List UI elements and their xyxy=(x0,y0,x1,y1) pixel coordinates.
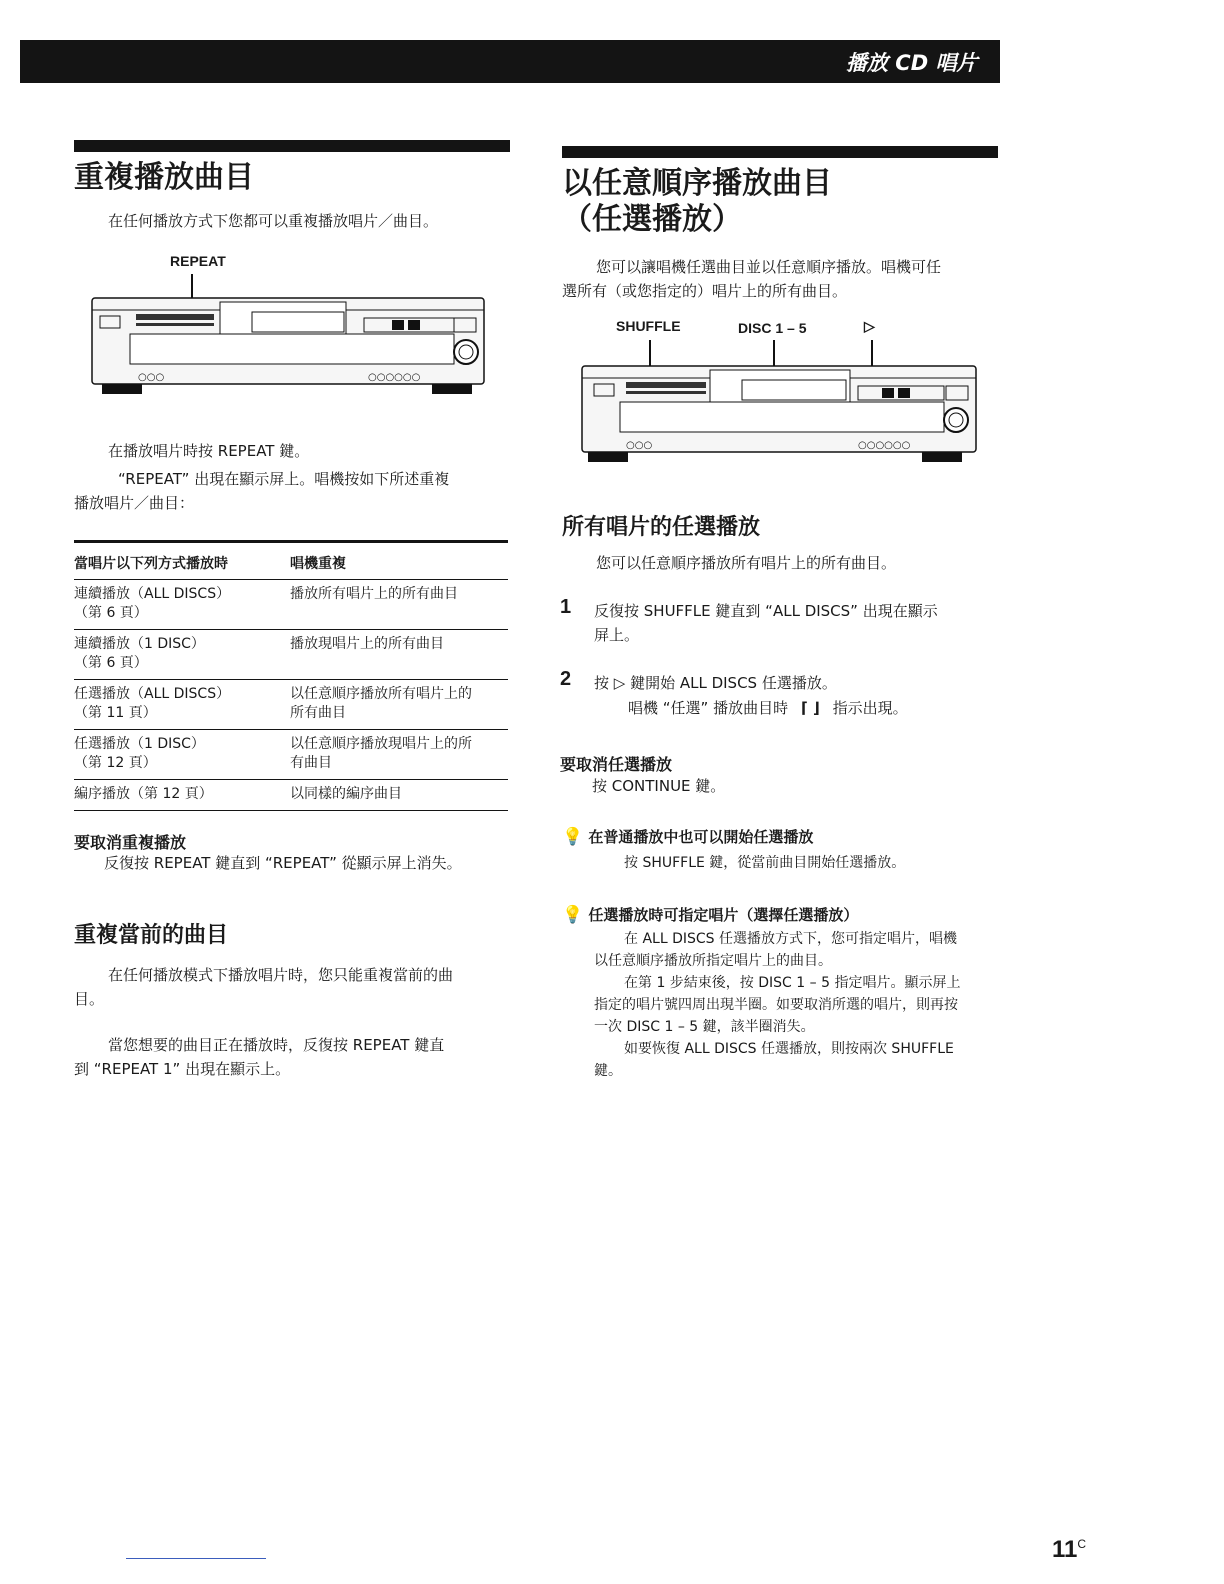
cd-player-illustration xyxy=(86,272,492,414)
shuffle-button-label: SHUFFLE xyxy=(616,318,681,334)
step2-number: 2 xyxy=(560,668,572,690)
tip2-title: 任選播放時可指定唱片（選擇任選播放） xyxy=(588,906,859,924)
table-cell: （第 6 頁） xyxy=(74,655,148,671)
repeat-current-para1-line1: 在任何播放模式下播放唱片時，您只能重複當前的曲 xyxy=(108,966,454,984)
tip1-title: 在普通播放中也可以開始任選播放 xyxy=(588,828,814,846)
all-discs-shuffle-title: 所有唱片的任選播放 xyxy=(562,515,761,540)
cancel-shuffle-title: 要取消任選播放 xyxy=(560,755,673,774)
shuffle-intro-line2: 選所有（或您指定的）唱片上的所有曲目。 xyxy=(562,282,848,300)
svg-text:○○○○○○: ○○○○○○ xyxy=(858,440,911,451)
shuffle-title-line1: 以任意順序播放曲目 xyxy=(562,166,832,201)
cancel-repeat-title: 要取消重複播放 xyxy=(74,833,187,852)
cancel-repeat-text: 反復按 REPEAT 鍵直到 “REPEAT” 從顯示屏上消失。 xyxy=(104,854,462,872)
left-section-rule xyxy=(74,140,510,152)
table-cell: 任選播放（ALL DISCS） xyxy=(74,686,231,702)
tip2-line3: 在第 1 步結束後，按 DISC 1 – 5 指定唱片。顯示屏上 xyxy=(624,975,961,991)
tip2-line1: 在 ALL DISCS 任選播放方式下，您可指定唱片，唱機 xyxy=(624,931,957,947)
table-cell: （第 12 頁） xyxy=(74,755,157,771)
table-row xyxy=(74,580,508,630)
repeat-current-para1-line2: 目。 xyxy=(74,990,105,1008)
repeat-current-para2-line2: 到 “REPEAT 1” 出現在顯示上。 xyxy=(74,1060,291,1078)
table-row xyxy=(74,680,508,730)
repeat-current-title: 重複當前的曲目 xyxy=(74,923,229,948)
page-number xyxy=(1052,1536,1086,1564)
table-cell: 以任意順序播放現唱片上的所 xyxy=(290,736,472,752)
page-number-suffix: C xyxy=(1077,1537,1087,1551)
table-cell: 播放現唱片上的所有曲目 xyxy=(290,636,444,652)
tip2-heading xyxy=(562,904,858,925)
table-cell: （第 11 頁） xyxy=(74,705,157,721)
table-row xyxy=(74,780,508,811)
repeat-button-label: REPEAT xyxy=(170,253,226,269)
table-cell: 以同樣的編序曲目 xyxy=(290,786,402,802)
footer-rule xyxy=(126,1558,266,1559)
tip2-line7: 鍵。 xyxy=(594,1063,622,1079)
table-header-mode: 當唱片以下列方式播放時 xyxy=(74,542,290,580)
section-title: 播放 CD 唱片 xyxy=(846,51,978,75)
table-cell: 以任意順序播放所有唱片上的 xyxy=(290,686,472,702)
tip2-line4: 指定的唱片號四周出現半圈。如要取消所選的唱片，則再按 xyxy=(594,997,958,1013)
repeat-step-line2: “REPEAT” 出現在顯示屏上。唱機按如下所述重複 xyxy=(118,470,450,488)
repeat-current-para2-line1: 當您想要的曲目正在播放時，反復按 REPEAT 鍵直 xyxy=(108,1036,445,1054)
table-cell: 任選播放（1 DISC） xyxy=(74,736,205,752)
tip1-text: 按 SHUFFLE 鍵，從當前曲目開始任選播放。 xyxy=(624,855,906,871)
tip2-line5: 一次 DISC 1 – 5 鍵，該半圈消失。 xyxy=(594,1019,815,1035)
step1-line1: 反復按 SHUFFLE 鍵直到 “ALL DISCS” 出現在顯示 xyxy=(594,602,938,620)
shuffle-indicator-symbol: ⌈ ⌋ xyxy=(800,699,820,717)
table-cell: 連續播放（ALL DISCS） xyxy=(74,586,231,602)
tip1-heading xyxy=(562,826,813,847)
table-header-result: 唱機重複 xyxy=(290,542,508,580)
table-cell: 播放所有唱片上的所有曲目 xyxy=(290,586,458,602)
step2-line1: 按 ▷ 鍵開始 ALL DISCS 任選播放。 xyxy=(594,674,837,692)
table-cell: 所有曲目 xyxy=(290,705,346,721)
lightbulb-icon: 💡 xyxy=(562,905,584,925)
right-section-rule xyxy=(562,146,998,158)
table-cell: 編序播放（第 12 頁） xyxy=(74,786,213,802)
table-cell: （第 6 頁） xyxy=(74,605,148,621)
repeat-intro: 在任何播放方式下您都可以重複播放唱片／曲目。 xyxy=(108,212,439,230)
step2-text-b: 指示出現。 xyxy=(832,699,908,717)
step1-number: 1 xyxy=(560,596,572,618)
shuffle-intro-line1: 您可以讓唱機任選曲目並以任意順序播放。唱機可任 xyxy=(596,258,942,276)
tip2-line6: 如要恢復 ALL DISCS 任選播放，則按兩次 SHUFFLE xyxy=(624,1041,954,1057)
step2-line2 xyxy=(628,697,908,720)
step1-line2: 屏上。 xyxy=(594,626,640,644)
table-cell: 有曲目 xyxy=(290,755,332,771)
shuffle-title-line2: （任選播放） xyxy=(562,202,742,237)
repeat-title: 重複播放曲目 xyxy=(74,160,254,195)
repeat-step-line1: 在播放唱片時按 REPEAT 鍵。 xyxy=(108,442,310,460)
disc-button-label: DISC 1 – 5 xyxy=(738,320,807,336)
all-discs-shuffle-intro: 您可以任意順序播放所有唱片上的所有曲目。 xyxy=(596,554,897,572)
lightbulb-icon: 💡 xyxy=(562,827,584,847)
repeat-mode-table xyxy=(74,540,508,811)
page-number-value: 11 xyxy=(1052,1536,1078,1563)
play-button-label: ▷ xyxy=(864,318,875,334)
table-row xyxy=(74,730,508,780)
svg-text:○○○: ○○○ xyxy=(138,372,165,383)
svg-text:○○○○○○: ○○○○○○ xyxy=(368,372,421,383)
table-cell: 連續播放（1 DISC） xyxy=(74,636,205,652)
step2-text-a: 唱機 “任選” 播放曲目時 xyxy=(628,699,789,717)
tip2-line2: 以任意順序播放所指定唱片上的曲目。 xyxy=(594,953,832,969)
cd-player-illustration-shuffle xyxy=(578,340,984,480)
repeat-step-line3: 播放唱片／曲目： xyxy=(74,494,195,512)
svg-text:○○○: ○○○ xyxy=(626,440,653,451)
cancel-shuffle-text: 按 CONTINUE 鍵。 xyxy=(592,777,726,795)
table-row xyxy=(74,630,508,680)
